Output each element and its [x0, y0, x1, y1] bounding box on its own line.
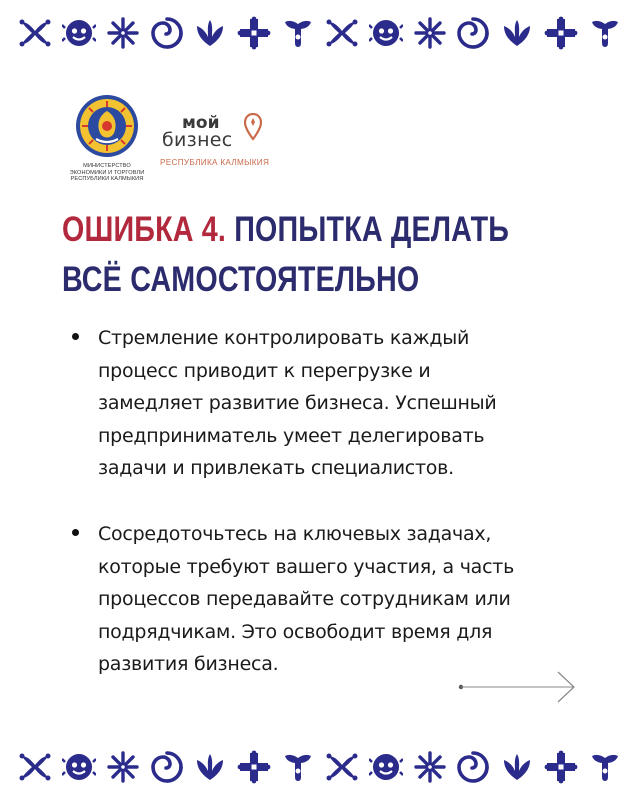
page-title [62, 205, 509, 305]
emblem-icon [74, 93, 140, 159]
bullet-text: Стремление контролировать каждый процесс приводит к перегрузке и замедляет развитие бизнеса. Успешный предприниматель умеет делегировать задачи и привлекать специалистов. [98, 327, 497, 480]
arrow-right-icon[interactable] [458, 668, 578, 706]
logo-word-moy: мой [182, 113, 220, 133]
spiral-icon [456, 16, 490, 50]
top-ornament-border [0, 8, 640, 58]
cross-icon [237, 16, 271, 50]
x-motif-icon [18, 16, 52, 50]
tree-icon [281, 16, 315, 50]
flower-face-icon [62, 750, 96, 784]
spiral-icon [150, 750, 184, 784]
tree-icon [588, 750, 622, 784]
ministry-logo [62, 93, 152, 183]
tips-list [70, 322, 580, 714]
tree-icon [588, 16, 622, 50]
location-pin-icon [244, 113, 262, 141]
bullet-text: Сосредоточьтесь на ключевых задачах, которые требуют вашего участия, а часть процессов передавайте сотрудникам или подрядчикам. Это освободит время для развития бизнеса. [98, 522, 515, 676]
tulip-icon [500, 16, 534, 50]
cross-icon [544, 16, 578, 50]
moy-biznes-logo [160, 113, 280, 173]
logo-word-biznes: бизнес [162, 129, 233, 151]
snowflake-icon [106, 16, 140, 50]
x-motif-icon [325, 16, 359, 50]
snowflake-icon [106, 750, 140, 784]
x-motif-icon [18, 750, 52, 784]
logo-region: РЕСПУБЛИКА КАЛМЫКИЯ [160, 158, 270, 167]
tree-icon [281, 750, 315, 784]
tulip-icon [500, 750, 534, 784]
title-accent: ОШИБКА 4. [62, 210, 227, 249]
snowflake-icon [413, 16, 447, 50]
bullet-dot-icon [72, 333, 79, 340]
tulip-icon [193, 750, 227, 784]
x-motif-icon [325, 750, 359, 784]
bullet-dot-icon [72, 529, 79, 536]
cross-icon [544, 750, 578, 784]
ministry-name: МИНИСТЕРСТВО ЭКОНОМИКИ И ТОРГОВЛИ РЕСПУБЛИКИ КАЛМЫКИЯ [69, 163, 145, 183]
spiral-icon [456, 750, 490, 784]
title-line2: ВСЁ САМОСТОЯТЕЛЬНО [62, 260, 420, 299]
snowflake-icon [413, 750, 447, 784]
list-item [70, 322, 580, 485]
title-line1: ПОПЫТКА ДЕЛАТЬ [226, 210, 510, 249]
cross-icon [237, 750, 271, 784]
tulip-icon [193, 16, 227, 50]
list-item [70, 518, 580, 681]
bottom-ornament-border [0, 742, 640, 792]
flower-face-icon [369, 16, 403, 50]
flower-face-icon [369, 750, 403, 784]
flower-face-icon [62, 16, 96, 50]
spiral-icon [150, 16, 184, 50]
